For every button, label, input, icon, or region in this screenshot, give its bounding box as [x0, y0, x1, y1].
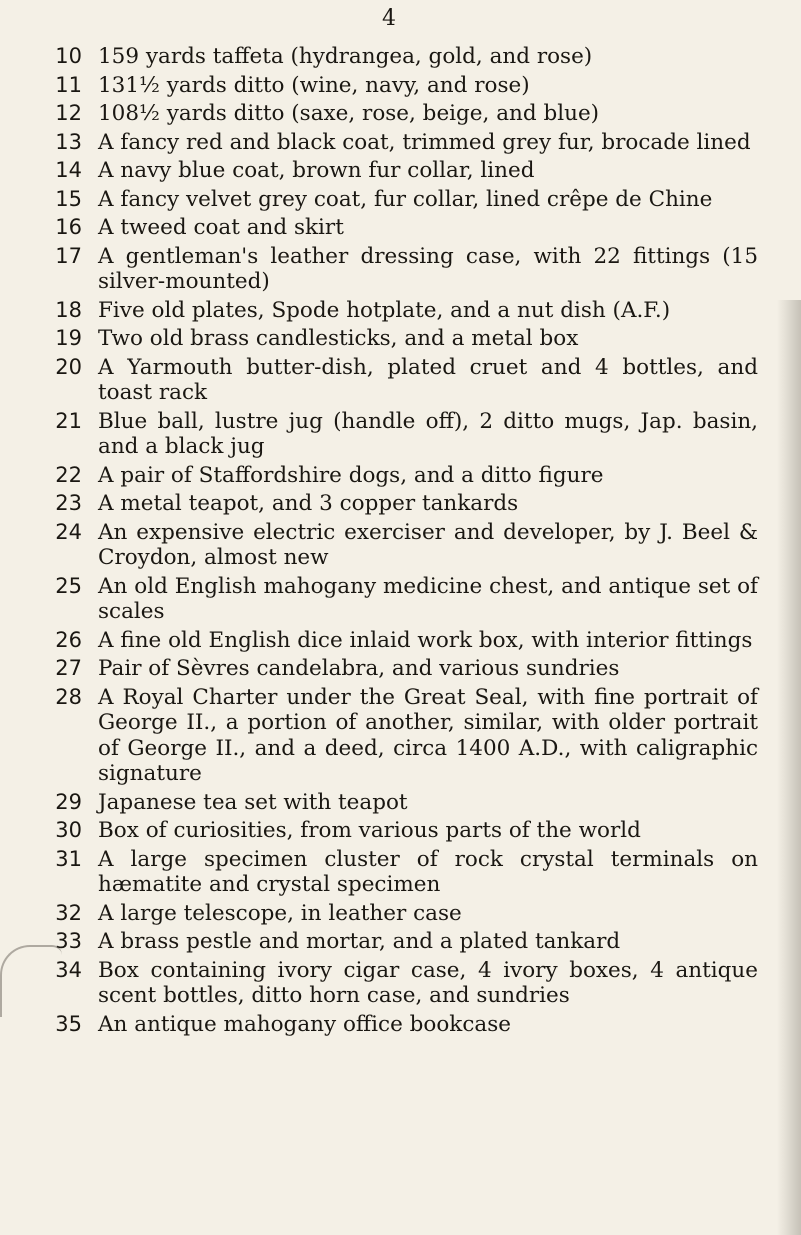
lot-number: 35	[55, 1011, 82, 1036]
lot-number: 11	[55, 72, 82, 97]
lot-number: 25	[55, 573, 82, 598]
lot-description: Blue ball, lustre jug (handle off), 2 ditto mugs, Jap. basin, and a black jug	[98, 408, 758, 459]
lot-number: 28	[55, 684, 82, 709]
lot-number: 20	[55, 354, 82, 379]
lot-number: 26	[55, 627, 82, 652]
lot-item	[38, 656, 758, 682]
lot-item	[38, 628, 758, 654]
lot-number: 10	[55, 44, 82, 68]
lot-description: A fancy red and black coat, trimmed grey fur, brocade lined	[98, 129, 751, 155]
lot-item	[38, 298, 758, 324]
lot-item	[38, 901, 758, 927]
lot-item	[38, 929, 758, 955]
lot-number: 29	[55, 789, 82, 814]
lot-item	[38, 818, 758, 844]
page-number: 4	[382, 6, 396, 31]
lot-number: 19	[55, 326, 82, 350]
lot-item	[38, 520, 758, 571]
lot-number: 33	[55, 929, 82, 953]
lot-number: 27	[55, 656, 82, 680]
lot-description: A metal teapot, and 3 copper tankards	[98, 491, 519, 516]
pencil-circle-mark	[0, 945, 62, 1017]
lot-description: A fine old English dice inlaid work box, with interior fittings	[98, 627, 753, 653]
lot-item	[38, 101, 758, 127]
lot-number: 34	[55, 957, 82, 982]
lot-description: An expensive electric exerciser and developer, by J. Beel & Croydon, almost new	[98, 519, 758, 570]
page-edge-shadow	[777, 300, 801, 1235]
lot-description: An old English mahogany medicine chest, and antique set of scales	[98, 573, 758, 624]
lot-description: A large telescope, in leather case	[98, 900, 462, 926]
lot-description: Two old brass candlesticks, and a metal box	[98, 326, 579, 351]
lot-item	[38, 215, 758, 241]
lot-item	[38, 44, 758, 70]
lot-number: 12	[55, 101, 82, 125]
lot-number: 18	[55, 297, 82, 322]
lot-item	[38, 491, 758, 517]
lot-description: A pair of Staffordshire dogs, and a ditto figure	[98, 462, 604, 488]
lot-description: Five old plates, Spode hotplate, and a nut dish (A.F.)	[98, 297, 671, 323]
lot-number: 17	[55, 243, 82, 268]
lot-item	[38, 355, 758, 406]
lot-description: A gentleman's leather dressing case, with 22 fittings (15 silver-mounted)	[98, 243, 758, 294]
lot-item	[38, 326, 758, 352]
lot-number: 23	[55, 491, 82, 515]
lot-number: 30	[55, 818, 82, 842]
lot-item	[38, 409, 758, 460]
lot-description: A brass pestle and mortar, and a plated tankard	[98, 929, 621, 954]
lot-description: Box of curiosities, from various parts of the world	[98, 818, 641, 843]
lot-description: An antique mahogany office bookcase	[98, 1011, 511, 1037]
lot-number: 31	[55, 846, 82, 871]
lot-list	[38, 44, 758, 1040]
lot-number: 16	[55, 215, 82, 239]
lot-number: 15	[55, 186, 82, 211]
lot-description: Japanese tea set with teapot	[98, 789, 408, 815]
lot-description: A large specimen cluster of rock crystal terminals on hæmatite and crystal specimen	[98, 846, 758, 897]
lot-description: A fancy velvet grey coat, fur collar, lined crêpe de Chine	[98, 186, 713, 212]
lot-number: 24	[55, 519, 82, 544]
lot-description: 108½ yards ditto (saxe, rose, beige, and blue)	[98, 101, 600, 126]
lot-item	[38, 847, 758, 898]
lot-item	[38, 244, 758, 295]
lot-item	[38, 187, 758, 213]
lot-item	[38, 1012, 758, 1038]
lot-item	[38, 158, 758, 184]
lot-number: 22	[55, 462, 82, 487]
lot-item	[38, 790, 758, 816]
lot-description: A Yarmouth butter-dish, plated cruet and 4 bottles, and toast rack	[98, 354, 758, 405]
lot-description: A Royal Charter under the Great Seal, with fine portrait of George II., a portion of another, similar, with older portrait of George II., and a deed, circa 1400 A.D., with caligraphic signature	[98, 684, 758, 786]
lot-description: A tweed coat and skirt	[98, 215, 344, 240]
lot-item	[38, 685, 758, 787]
lot-number: 21	[55, 408, 82, 433]
lot-item	[38, 73, 758, 99]
lot-description: Pair of Sèvres candelabra, and various sundries	[98, 656, 620, 681]
lot-number: 14	[55, 158, 82, 182]
lot-item	[38, 130, 758, 156]
lot-item	[38, 958, 758, 1009]
lot-item	[38, 574, 758, 625]
lot-item	[38, 463, 758, 489]
lot-description: Box containing ivory cigar case, 4 ivory boxes, 4 antique scent bottles, ditto horn case, and sundries	[98, 957, 758, 1008]
lot-description: 159 yards taffeta (hydrangea, gold, and rose)	[98, 44, 593, 69]
lot-number: 32	[55, 900, 82, 925]
lot-description: A navy blue coat, brown fur collar, lined	[98, 158, 535, 183]
lot-description: 131½ yards ditto (wine, navy, and rose)	[98, 72, 530, 98]
lot-number: 13	[55, 129, 82, 154]
